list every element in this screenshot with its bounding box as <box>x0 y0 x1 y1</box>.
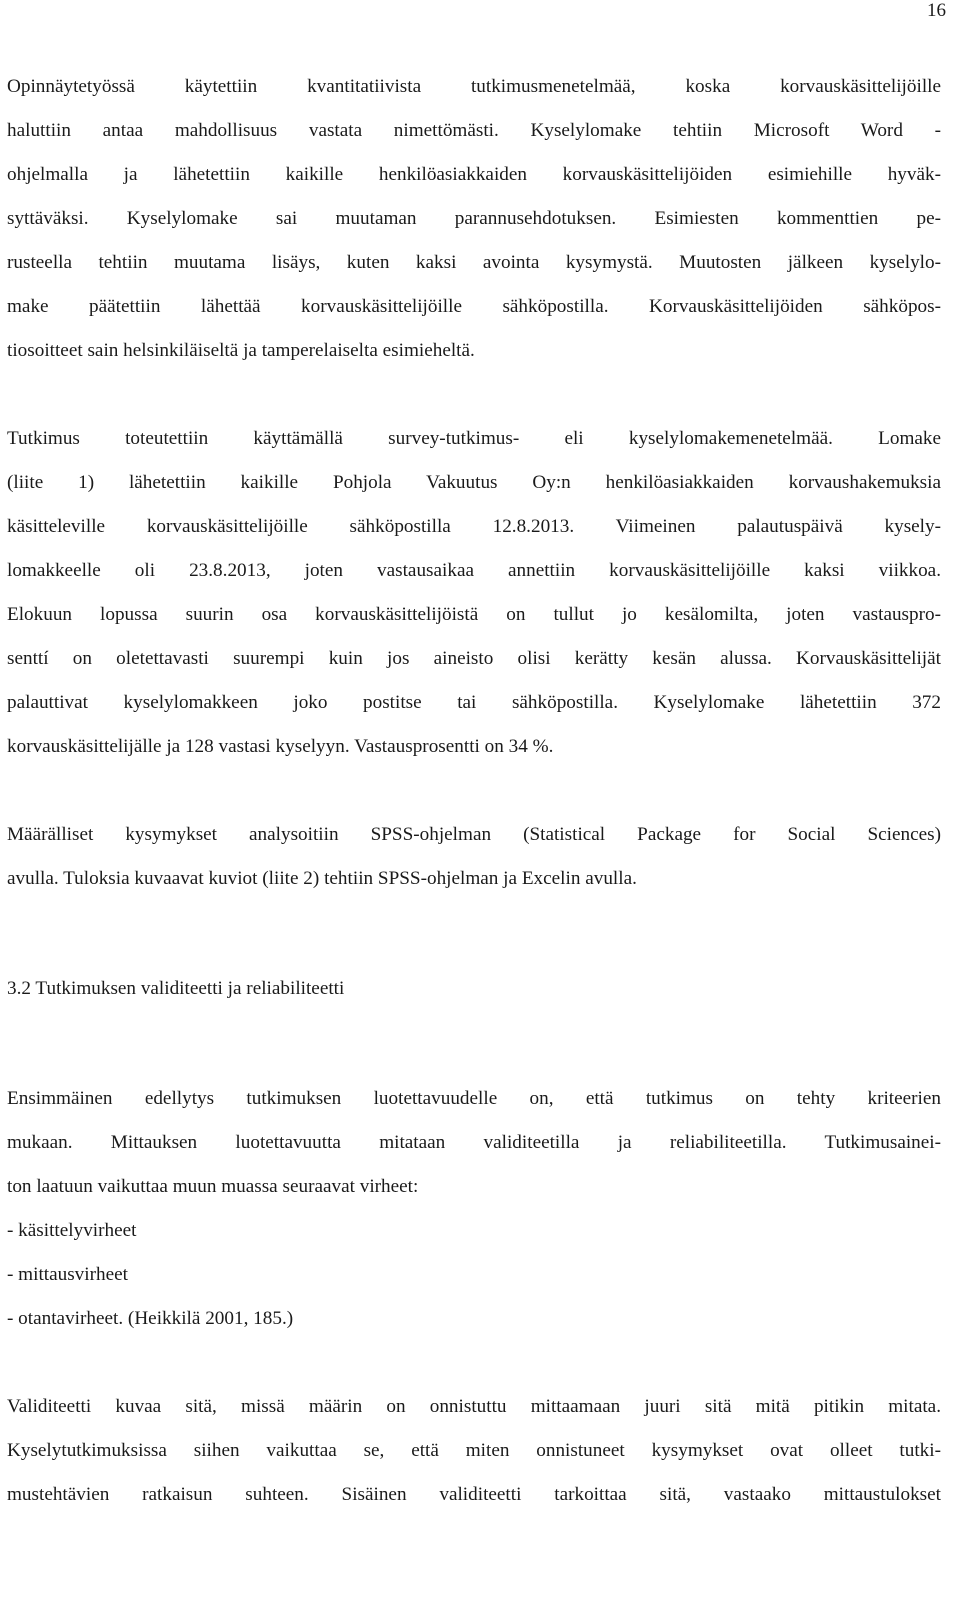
paragraph-analysis <box>7 813 941 901</box>
text-line: syttäväksi. Kyselylomake sai muutaman parannusehdotuksen. Esimiesten kommenttien pe- <box>7 208 941 229</box>
text-line: Tutkimus toteutettiin käyttämällä survey-tutkimus- eli kyselylomakemenetelmää. Lomake <box>7 428 941 449</box>
text-line: senttí on oletettavasti suurempi kuin jos aineisto olisi kerätty kesän alussa. Korvauskäsittelijät <box>7 648 941 669</box>
text-line: avulla. Tuloksia kuvaavat kuviot (liite 2) tehtiin SPSS-ohjelman ja Excelin avulla. <box>7 868 637 889</box>
text-line: ohjelmalla ja lähetettiin kaikille henkilöasiakkaiden korvauskäsittelijöiden esimiehille hyväk- <box>7 164 941 185</box>
paragraph-reliability <box>7 1077 941 1209</box>
text-line: mustehtävien ratkaisun suhteen. Sisäinen validiteetti tarkoittaa sitä, vastaako mittaustulokset <box>7 1484 941 1505</box>
text-line: korvauskäsittelijälle ja 128 vastasi kyselyyn. Vastausprosentti on 34 %. <box>7 736 554 757</box>
text-line: mukaan. Mittauksen luotettavuutta mitataan validiteetilla ja reliabiliteetilla. Tutkimusainei- <box>7 1132 941 1153</box>
text-line: Opinnäytetyössä käytettiin kvantitatiivista tutkimusmenetelmää, koska korvauskäsittelijöille <box>7 76 941 97</box>
paragraph-spacer <box>7 1341 941 1385</box>
paragraph-spacer <box>7 769 941 813</box>
list-item: - mittausvirheet <box>7 1264 128 1285</box>
text-line: lomakkeelle oli 23.8.2013, joten vastausaikaa annettiin korvauskäsittelijöille kaksi viikkoa. <box>7 560 941 581</box>
paragraph-spacer <box>7 373 941 417</box>
text-line: käsitteleville korvauskäsittelijöille sähköpostilla 12.8.2013. Viimeinen palautuspäivä kysely- <box>7 516 941 537</box>
text-line: palauttivat kyselylomakkeen joko postitse tai sähköpostilla. Kyselylomake lähetettiin 372 <box>7 692 941 713</box>
paragraph-validity <box>7 1385 941 1517</box>
text-line: Elokuun lopussa suurin osa korvauskäsittelijöistä on tullut jo kesälomilta, joten vastauspro- <box>7 604 941 625</box>
text-line: Kyselytutkimuksissa siihen vaikuttaa se, että miten onnistuneet kysymykset ovat olleet tutki- <box>7 1440 941 1461</box>
text-line: Validiteetti kuvaa sitä, missä määrin on onnistuttu mittaamaan juuri sitä mitä pitikin mitata. <box>7 1396 941 1417</box>
text-line: Määrälliset kysymykset analysoitiin SPSS-ohjelman (Statistical Package for Social Sciences) <box>7 824 941 845</box>
text-line: (liite 1) lähetettiin kaikille Pohjola Vakuutus Oy:n henkilöasiakkaiden korvaushakemuksia <box>7 472 941 493</box>
section-spacer <box>7 901 941 967</box>
text-line: rusteella tehtiin muutama lisäys, kuten kaksi avointa kysymystä. Muutosten jälkeen kyselylo- <box>7 252 941 273</box>
paragraph-survey <box>7 417 941 769</box>
list-item: - otantavirheet. (Heikkilä 2001, 185.) <box>7 1308 294 1329</box>
text-line: ton laatuun vaikuttaa muun muassa seuraavat virheet: <box>7 1176 419 1197</box>
section-heading: 3.2 Tutkimuksen validiteetti ja reliabiliteetti <box>7 978 345 999</box>
text-line: haluttiin antaa mahdollisuus vastata nimettömästi. Kyselylomake tehtiin Microsoft Word - <box>7 120 941 141</box>
document-body <box>7 65 941 1517</box>
page-number: 16 <box>927 0 946 21</box>
text-line: tiosoitteet sain helsinkiläiseltä ja tamperelaiselta esimieheltä. <box>7 340 475 361</box>
text-line: make päätettiin lähettää korvauskäsittelijöille sähköpostilla. Korvauskäsittelijöiden sähköpos- <box>7 296 941 317</box>
error-list <box>7 1209 941 1341</box>
text-line: Ensimmäinen edellytys tutkimuksen luotettavuudelle on, että tutkimus on tehty kriteerien <box>7 1088 941 1109</box>
section-spacer <box>7 1011 941 1077</box>
list-item: - käsittelyvirheet <box>7 1220 137 1241</box>
paragraph-method <box>7 65 941 373</box>
